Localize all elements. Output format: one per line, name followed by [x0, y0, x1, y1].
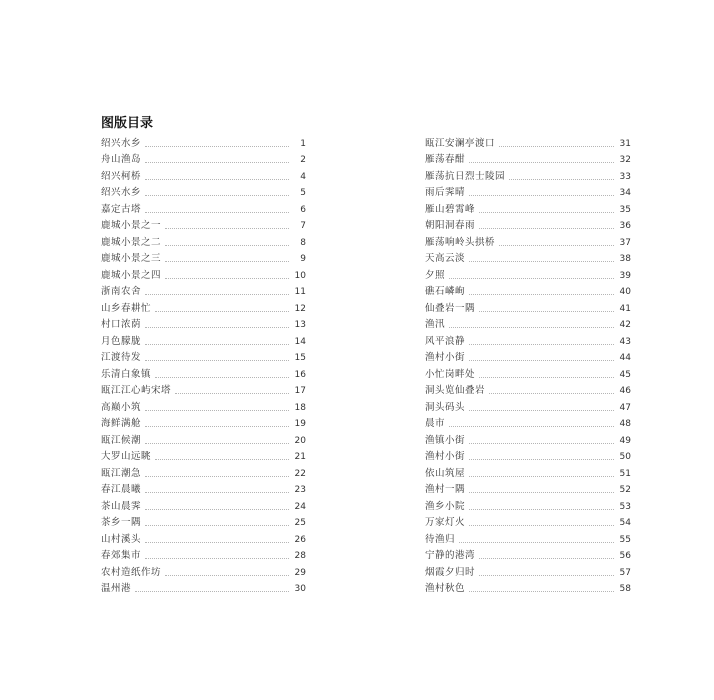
toc-entry-title: 万家灯火: [425, 517, 466, 528]
toc-entry: [425, 348, 631, 365]
toc-entry: [425, 282, 631, 299]
toc-entry-page: 13: [294, 320, 306, 330]
toc-entry-title: 大罗山远眺: [101, 451, 152, 462]
toc-entry-page: 26: [294, 534, 306, 545]
dot-leader: [135, 591, 289, 592]
toc-entry: [101, 414, 306, 431]
toc-entry: [101, 315, 306, 332]
dot-leader: [509, 179, 614, 180]
toc-entry: [101, 282, 306, 299]
toc-entry-page: 39: [619, 270, 631, 281]
toc-entry: [101, 199, 306, 216]
dot-leader: [449, 327, 614, 328]
toc-entry-title: 雁山碧霄峰: [425, 203, 476, 215]
toc-entry: [425, 265, 631, 282]
toc-entry: [101, 463, 306, 480]
toc-entry-page: 24: [294, 501, 306, 512]
toc-entry: [101, 216, 306, 233]
toc-entry-page: 21: [294, 452, 306, 462]
dot-leader: [145, 344, 289, 345]
dot-leader: [449, 426, 614, 427]
toc-entry-title: 绍兴柯桥: [101, 170, 142, 182]
toc-entry: [101, 298, 306, 315]
toc-entry-page: 53: [619, 501, 631, 512]
toc-entry: [425, 397, 631, 414]
toc-entry-page: 10: [294, 270, 306, 281]
dot-leader: [175, 393, 289, 394]
toc-entry-page: 16: [294, 369, 306, 380]
toc-entry-page: 18: [294, 402, 306, 413]
toc-entry-title: 嘉定古塔: [101, 203, 142, 215]
toc-entry-title: 雁荡抗日烈士陵园: [425, 170, 506, 182]
dot-leader: [469, 492, 614, 493]
toc-entry-title: 高巅小筑: [101, 401, 142, 413]
toc-entry-title: 渔村秋色: [425, 583, 466, 594]
toc-entry: [101, 579, 306, 596]
toc-entry-page: 8: [300, 237, 306, 248]
dot-leader: [469, 195, 614, 196]
toc-entry-page: 29: [294, 567, 306, 578]
dot-leader: [155, 377, 289, 378]
toc-entry-page: 46: [619, 386, 631, 396]
toc-entry: [101, 183, 306, 200]
toc-entry-page: 19: [294, 419, 306, 429]
dot-leader: [145, 492, 289, 493]
toc-entry: [101, 529, 306, 546]
toc-entry-page: 22: [294, 468, 306, 479]
toc-entry: [425, 546, 631, 563]
toc-entry-page: 56: [619, 551, 631, 561]
toc-entry: [101, 232, 306, 249]
toc-entry-page: 14: [294, 336, 306, 347]
toc-entry: [425, 216, 631, 233]
toc-entry: [425, 133, 631, 150]
toc-entry: [425, 381, 631, 398]
toc-entry-title: 绍兴水乡: [101, 187, 142, 198]
toc-entry-page: 20: [294, 435, 306, 446]
dot-leader: [479, 212, 614, 213]
toc-entry: [425, 183, 631, 200]
toc-entry-page: 37: [619, 237, 631, 248]
toc-entry: [101, 364, 306, 381]
dot-leader: [145, 509, 289, 510]
dot-leader: [479, 558, 614, 559]
toc-entry-page: 32: [619, 155, 631, 165]
toc-entry-page: 43: [619, 336, 631, 347]
toc-entry-page: 49: [619, 435, 631, 446]
toc-entry-page: 15: [294, 353, 306, 363]
toc-entry-title: 小忙岗畔处: [425, 368, 476, 380]
dot-leader: [469, 294, 614, 295]
dot-leader: [165, 245, 289, 246]
toc-entry-title: 瓯江候潮: [101, 434, 142, 446]
dot-leader: [469, 443, 614, 444]
toc-entry-title: 绍兴水乡: [101, 137, 142, 149]
toc-entry-page: 1: [300, 138, 306, 149]
toc-entry-title: 天高云淡: [425, 253, 466, 264]
toc-entry-page: 48: [619, 419, 631, 429]
dot-leader: [479, 228, 614, 229]
toc-entry-title: 山村溪头: [101, 533, 142, 545]
page-title: 图版目录: [101, 116, 154, 131]
toc-entry-title: 雁荡响岭头拱桥: [425, 236, 496, 248]
toc-entry: [425, 298, 631, 315]
dot-leader: [469, 591, 614, 592]
toc-entry: [101, 546, 306, 563]
dot-leader: [469, 344, 614, 345]
dot-leader: [469, 509, 614, 510]
toc-entry-title: 宁静的港湾: [425, 550, 476, 561]
toc-entry-page: 38: [619, 254, 631, 264]
dot-leader: [165, 261, 289, 262]
toc-entry-page: 30: [294, 584, 306, 594]
dot-leader: [145, 443, 289, 444]
toc-entry-title: 朝阳洞春雨: [425, 220, 476, 231]
toc-entry: [101, 249, 306, 266]
dot-leader: [489, 393, 614, 394]
toc-entry-title: 茶山晨霁: [101, 500, 142, 512]
toc-entry: [101, 166, 306, 183]
dot-leader: [145, 212, 289, 213]
toc-entry-title: 夕照: [425, 269, 446, 281]
dot-leader: [469, 459, 614, 460]
toc-entry-page: 58: [619, 584, 631, 594]
dot-leader: [145, 179, 289, 180]
toc-entry-title: 瓯江潮急: [101, 467, 142, 479]
toc-entry-title: 渔汛: [425, 319, 446, 330]
toc-entry-title: 浙南农舍: [101, 286, 142, 297]
toc-entry: [425, 447, 631, 464]
toc-entry: [101, 397, 306, 414]
toc-entry-title: 瓯江江心屿宋塔: [101, 385, 172, 396]
dot-leader: [145, 410, 289, 411]
toc-entry-title: 晨市: [425, 418, 446, 429]
toc-entry: [425, 232, 631, 249]
dot-leader: [145, 294, 289, 295]
toc-entry-title: 渔乡小院: [425, 500, 466, 512]
toc-entry-page: 11: [294, 287, 306, 297]
toc-entry-title: 春郊集市: [101, 550, 142, 561]
toc-entry: [425, 199, 631, 216]
toc-entry-page: 47: [619, 402, 631, 413]
toc-entry: [101, 265, 306, 282]
toc-entry-title: 渔村小街: [425, 451, 466, 462]
toc-entry-page: 4: [300, 171, 306, 182]
toc-entry-title: 仙叠岩一隅: [425, 302, 476, 314]
toc-entry-title: 舟山渔岛: [101, 154, 142, 165]
dot-leader: [155, 459, 289, 460]
toc-entry: [425, 496, 631, 513]
toc-entry-page: 50: [619, 452, 631, 462]
toc-entry-page: 35: [619, 204, 631, 215]
toc-entry: [101, 480, 306, 497]
toc-entry: [101, 513, 306, 530]
toc-entry: [425, 463, 631, 480]
toc-entry: [101, 381, 306, 398]
toc-entry: [101, 496, 306, 513]
toc-entry: [101, 348, 306, 365]
toc-entry-title: 烟霞夕归时: [425, 566, 476, 578]
toc-entry: [425, 331, 631, 348]
dot-leader: [469, 360, 614, 361]
dot-leader: [165, 575, 289, 576]
toc-entry-page: 45: [619, 369, 631, 380]
dot-leader: [469, 410, 614, 411]
toc-entry-page: 42: [619, 320, 631, 330]
toc-entry-title: 海鲜满舱: [101, 418, 142, 429]
dot-leader: [145, 542, 289, 543]
toc-entry-title: 依山筑屋: [425, 467, 466, 479]
toc-entry-title: 瓯江安澜亭渡口: [425, 137, 496, 149]
toc-entry-page: 2: [300, 155, 306, 165]
dot-leader: [145, 327, 289, 328]
toc-entry: [425, 315, 631, 332]
dot-leader: [479, 311, 614, 312]
toc-entry-page: 7: [300, 221, 306, 231]
toc-entry-title: 鹿城小景之三: [101, 253, 162, 264]
toc-entry: [425, 480, 631, 497]
toc-entry: [425, 529, 631, 546]
dot-leader: [469, 476, 614, 477]
toc-entry-title: 洞头码头: [425, 401, 466, 413]
toc-entry-title: 风平浪静: [425, 335, 466, 347]
toc-entry: [101, 562, 306, 579]
toc-entry-page: 52: [619, 485, 631, 495]
toc-entry: [101, 331, 306, 348]
toc-entry-page: 36: [619, 221, 631, 231]
toc-entry-title: 温州港: [101, 583, 132, 594]
dot-leader: [449, 278, 614, 279]
toc-entry: [425, 249, 631, 266]
toc-entry-title: 鹿城小景之二: [101, 236, 162, 248]
toc-entry-page: 6: [300, 204, 306, 215]
dot-leader: [469, 162, 614, 163]
toc-entry-title: 待渔归: [425, 533, 456, 545]
toc-entry-title: 乐清白象镇: [101, 368, 152, 380]
dot-leader: [145, 146, 289, 147]
toc-entry-page: 9: [300, 254, 306, 264]
toc-entry-page: 54: [619, 518, 631, 528]
dot-leader: [165, 278, 289, 279]
toc-entry-page: 44: [619, 353, 631, 363]
toc-entry-page: 23: [294, 485, 306, 495]
dot-leader: [165, 228, 289, 229]
toc-entry: [425, 562, 631, 579]
toc-entry-title: 村口浓荫: [101, 319, 142, 330]
toc-entry-page: 55: [619, 534, 631, 545]
toc-entry-page: 40: [619, 287, 631, 297]
toc-entry-title: 山乡春耕忙: [101, 302, 152, 314]
dot-leader: [145, 476, 289, 477]
toc-entry-page: 33: [619, 171, 631, 182]
dot-leader: [499, 146, 614, 147]
dot-leader: [145, 162, 289, 163]
toc-entry-title: 渔村一隅: [425, 484, 466, 495]
toc-entry: [425, 364, 631, 381]
dot-leader: [469, 525, 614, 526]
toc-entry: [425, 166, 631, 183]
dot-leader: [145, 360, 289, 361]
dot-leader: [479, 575, 614, 576]
dot-leader: [145, 195, 289, 196]
toc-entry-title: 江渡待发: [101, 352, 142, 363]
toc-entry: [101, 133, 306, 150]
dot-leader: [469, 261, 614, 262]
toc-entry-page: 5: [300, 188, 306, 198]
toc-entry-page: 31: [619, 138, 631, 149]
toc-entry-title: 农村造纸作坊: [101, 566, 162, 578]
dot-leader: [155, 311, 289, 312]
dot-leader: [145, 525, 289, 526]
toc-entry-title: 渔镇小街: [425, 434, 466, 446]
toc-entry: [425, 414, 631, 431]
toc-left-column: [101, 133, 306, 595]
toc-entry-page: 17: [294, 386, 306, 396]
toc-entry-page: 57: [619, 567, 631, 578]
toc-entry-page: 41: [619, 303, 631, 314]
toc-entry-title: 鹿城小景之一: [101, 220, 162, 231]
toc-entry: [101, 150, 306, 167]
toc-entry-page: 25: [294, 518, 306, 528]
toc-entry: [425, 513, 631, 530]
dot-leader: [145, 426, 289, 427]
toc-entry-title: 礁石嶙峋: [425, 286, 466, 297]
toc-entry-page: 12: [294, 303, 306, 314]
toc-entry: [425, 579, 631, 596]
toc-entry-title: 渔村小街: [425, 352, 466, 363]
toc-entry-title: 雁荡春酣: [425, 154, 466, 165]
toc-entry-page: 34: [619, 188, 631, 198]
toc-entry-page: 28: [294, 551, 306, 561]
toc-entry: [101, 447, 306, 464]
dot-leader: [145, 558, 289, 559]
toc-entry-title: 春江晨曦: [101, 484, 142, 495]
toc-entry-title: 茶乡一隅: [101, 517, 142, 528]
toc-entry: [425, 150, 631, 167]
toc-entry-title: 洞头览仙叠岩: [425, 385, 486, 396]
dot-leader: [459, 542, 614, 543]
toc-right-column: [425, 133, 631, 595]
toc-entry: [101, 430, 306, 447]
toc-entry-page: 51: [619, 468, 631, 479]
toc-entry-title: 鹿城小景之四: [101, 269, 162, 281]
toc-entry: [425, 430, 631, 447]
toc-entry-title: 月色朦胧: [101, 335, 142, 347]
dot-leader: [479, 377, 614, 378]
toc-entry-title: 雨后霁晴: [425, 187, 466, 198]
dot-leader: [499, 245, 614, 246]
